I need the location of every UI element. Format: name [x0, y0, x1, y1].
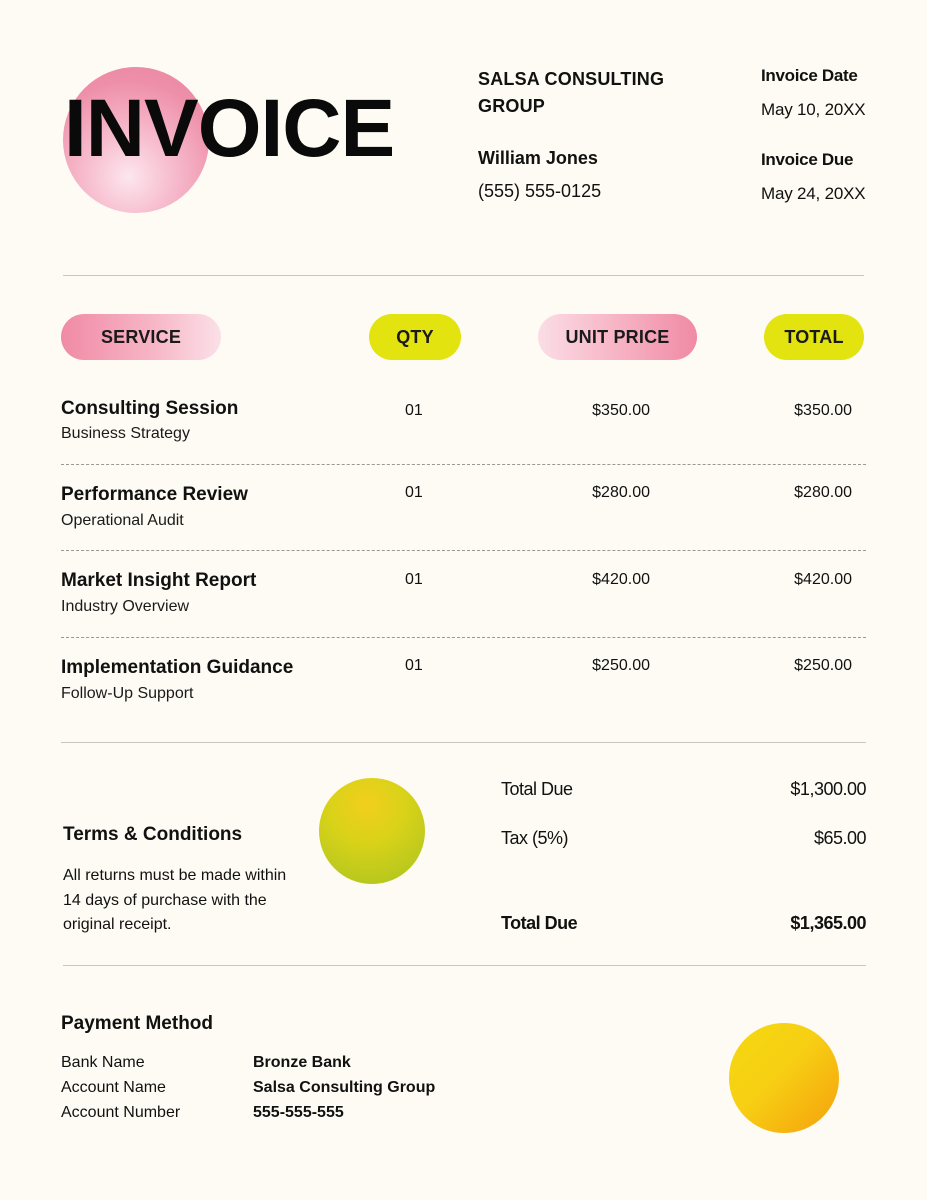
row-qty: 01: [405, 571, 423, 588]
contact-phone: (555) 555-0125: [478, 181, 602, 201]
tax-label: Tax (5%): [501, 828, 569, 848]
row-service-detail: Operational Audit: [61, 512, 184, 529]
payment-title: Payment Method: [61, 1013, 214, 1034]
row-service-detail: Industry Overview: [61, 598, 190, 615]
column-header-service: SERVICE: [61, 314, 221, 360]
tax-value: $65.00: [813, 828, 866, 848]
row-qty: 01: [405, 402, 423, 419]
total-label: Total Due: [501, 913, 578, 933]
subtotal-label: Total Due: [501, 779, 573, 799]
row-unit-price: $420.00: [592, 571, 650, 588]
row-service-name: Implementation Guidance: [61, 657, 294, 678]
row-divider: [61, 550, 866, 551]
row-total: $350.00: [794, 402, 852, 419]
column-header-qty: QTY: [369, 314, 461, 360]
decorative-yellow-circle: [729, 1023, 839, 1133]
row-unit-price: $250.00: [592, 657, 650, 674]
row-divider: [61, 637, 866, 638]
row-service-detail: Business Strategy: [61, 425, 190, 442]
invoice-date-label: Invoice Date: [761, 66, 858, 85]
row-service-name: Consulting Session: [61, 398, 239, 419]
header-divider: [63, 275, 864, 276]
summary-divider: [63, 965, 866, 966]
row-total: $420.00: [794, 571, 852, 588]
account-name-label: Account Name: [61, 1079, 166, 1096]
row-qty: 01: [405, 484, 423, 501]
row-divider: [61, 464, 866, 465]
column-header-unit-price: UNIT PRICE: [538, 314, 697, 360]
terms-text: All returns must be made within 14 days of purchase with the original receipt.: [63, 867, 287, 933]
row-service-name: Market Insight Report: [61, 570, 257, 591]
row-qty: 01: [405, 657, 423, 674]
column-header-total: TOTAL: [764, 314, 864, 360]
account-number-value: 555-555-555: [253, 1104, 344, 1121]
subtotal-value: $1,300.00: [790, 779, 866, 799]
page-title: INVOICE: [64, 83, 395, 174]
account-number-label: Account Number: [61, 1104, 181, 1121]
row-service-name: Performance Review: [61, 484, 248, 505]
row-unit-price: $350.00: [592, 402, 650, 419]
row-total: $280.00: [794, 484, 852, 501]
total-value: $1,365.00: [790, 913, 866, 933]
bank-name-value: Bronze Bank: [253, 1054, 351, 1071]
invoice-due-label: Invoice Due: [761, 150, 854, 169]
decorative-green-circle: [319, 778, 425, 884]
contact-name: William Jones: [478, 148, 598, 168]
account-name-value: Salsa Consulting Group: [253, 1079, 436, 1096]
row-unit-price: $280.00: [592, 484, 650, 501]
bank-name-label: Bank Name: [61, 1054, 145, 1071]
row-service-detail: Follow-Up Support: [61, 685, 194, 702]
invoice-due-value: May 24, 20XX: [761, 184, 866, 203]
row-total: $250.00: [794, 657, 852, 674]
invoice-date-value: May 10, 20XX: [761, 100, 866, 119]
company-name: SALSA CONSULTING GROUP: [478, 69, 665, 116]
terms-title: Terms & Conditions: [63, 824, 243, 845]
table-divider: [61, 742, 866, 743]
